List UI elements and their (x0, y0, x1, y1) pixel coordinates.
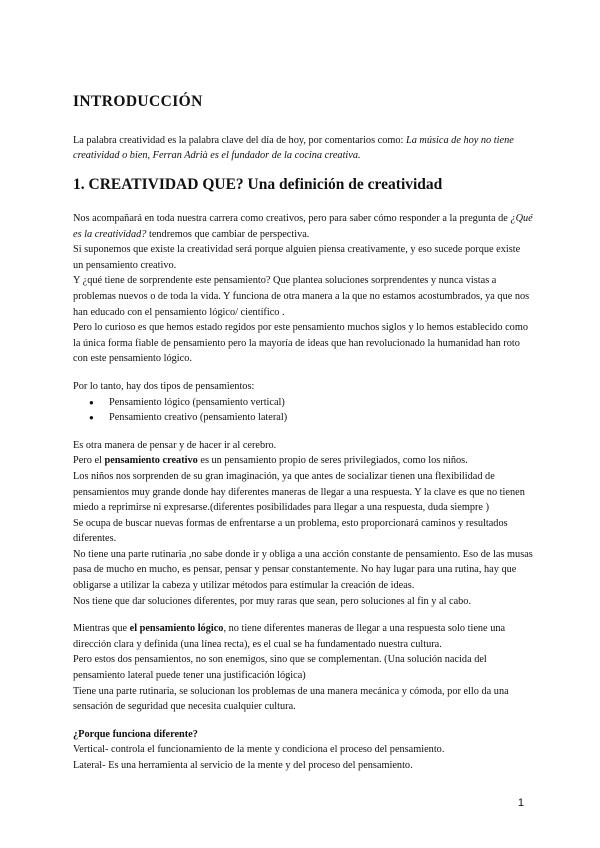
paragraph-12: Pero estos dos pensamientos, no son enemigos, sino que se complementan. (Una solución nacida del pensamiento lateral puede tener una justificación lógica) (73, 654, 487, 682)
paragraph-8: Se ocupa de buscar nuevas formas de enfrentarse a un problema, esto proporcionará caminos y resultados diferentes. (73, 517, 508, 545)
paragraph-10: Nos tiene que dar soluciones diferentes, por muy raras que sean, pero soluciones al fin y al cabo. (73, 595, 472, 607)
types-list (73, 395, 533, 426)
paragraph-9: No tiene una parte rutinaria ,no sabe donde ir y obliga a una acción constante de pensamiento. Eso de las musas pasa de mucho en mucho, es pensar, pensar y pensar constantemente. No hay lugar para una rutina, hay que obligarse a utilizar la cabeza y utilizar métodos para estimular la creación de ideas. (73, 548, 533, 592)
paragraph-6-bold: pensamiento creativo (104, 455, 198, 467)
list-item: ● Pensamiento creativo (pensamiento lateral) (73, 410, 533, 426)
paragraph-1 (73, 211, 533, 242)
sub-heading-text: ¿Porque funciona diferente? (73, 728, 198, 740)
paragraph-13: Tiene una parte rutinaria, se solucionan los problemas de una manera mecánica y cómoda, por ello da una sensación de seguridad que necesita cualquier cultura. (73, 685, 509, 713)
spacer (73, 367, 533, 379)
section-heading: 1. CREATIVIDAD QUE? Una definición de creatividad (73, 176, 443, 193)
intro-paragraph (73, 133, 533, 163)
paragraph-5: Es otra manera de pensar y de hacer ir al cerebro. (73, 439, 277, 451)
page-number: 1 (517, 797, 524, 809)
intro-text: La palabra creatividad es la palabra clave del día de hoy, por comentarios como: (73, 135, 406, 146)
paragraph-1-italic: ¿Qué es la creatividad? (73, 213, 533, 240)
document-body (73, 211, 533, 774)
paragraph-11 (73, 621, 533, 652)
paragraph-3: Y ¿qué tiene de sorprendente este pensamiento? Que plantea soluciones sorprendentes y nunca vistas a problemas nuevos o de toda la vida. Y funciona de otra manera a la que no estamos acostumbrados, ya que nos han educado con el pensamiento lógico/ científico . (73, 275, 530, 318)
paragraph-1-text-a: Nos acompañará en toda nuestra carrera como creativos, pero para saber cómo responder a la pregunta de (73, 213, 511, 224)
paragraph-6 (73, 453, 533, 469)
paragraph-14: Vertical- controla el funcionamiento de la mente y condiciona el proceso del pensamiento. (73, 744, 445, 756)
paragraph-15: Lateral- Es una herramienta al servicio de la mente y del proceso del pensamiento. (73, 760, 413, 771)
paragraph-1-text-b: tendremos que cambiar de perspectiva. (146, 228, 310, 240)
list-item: ● Pensamiento lógico (pensamiento vertical) (73, 395, 533, 411)
spacer (73, 609, 533, 621)
types-intro: Por lo tanto, hay dos tipos de pensamientos: (73, 380, 255, 392)
paragraph-7: Los niños nos sorprenden de su gran imaginación, ya que antes de socializar tienen una flexibilidad de pensamientos muy grande donde hay diferentes maneras de llegar a una respuesta. Y la clave es que no tienen miedo a reprimirse ni expresarse.(diferentes posibilidades para llegar a una respuesta, duda siempre ) (73, 470, 525, 514)
spacer (73, 426, 533, 438)
paragraph-11-text-b: , no tiene diferentes maneras de llegar a una respuesta solo tiene una dirección clara y definida (una línea recta), es el cual se ha fundamentado nuestra cultura. (73, 623, 506, 650)
paragraph-11-bold: el pensamiento lógico (129, 623, 224, 635)
page-title: INTRODUCCIÓN (73, 93, 203, 110)
intro-italic-quote: La música de hoy no tiene creatividad o bien, Ferran Adrià es el fundador de la cocina creativa. (73, 135, 514, 161)
paragraph-6-text-a: Pero el (73, 455, 105, 467)
paragraph-2: Si suponemos que existe la creatividad será porque alguien piensa creativamente, y eso sucede porque existe un pensamiento creativo. (73, 244, 521, 271)
spacer (73, 715, 533, 727)
paragraph-11-text-a: Mientras que (73, 623, 130, 635)
sub-heading (73, 727, 533, 743)
paragraph-6-text-b: es un pensamiento propio de seres privilegiados, como los niños. (197, 455, 468, 467)
paragraph-4: Pero lo curioso es que hemos estado regidos por este pensamiento muchos siglos y lo hemos establecido como la única forma fiable de pensamiento pero la mayoría de ideas que han revolucionado la humanidad han roto con este pensamiento lógico. (73, 322, 528, 365)
